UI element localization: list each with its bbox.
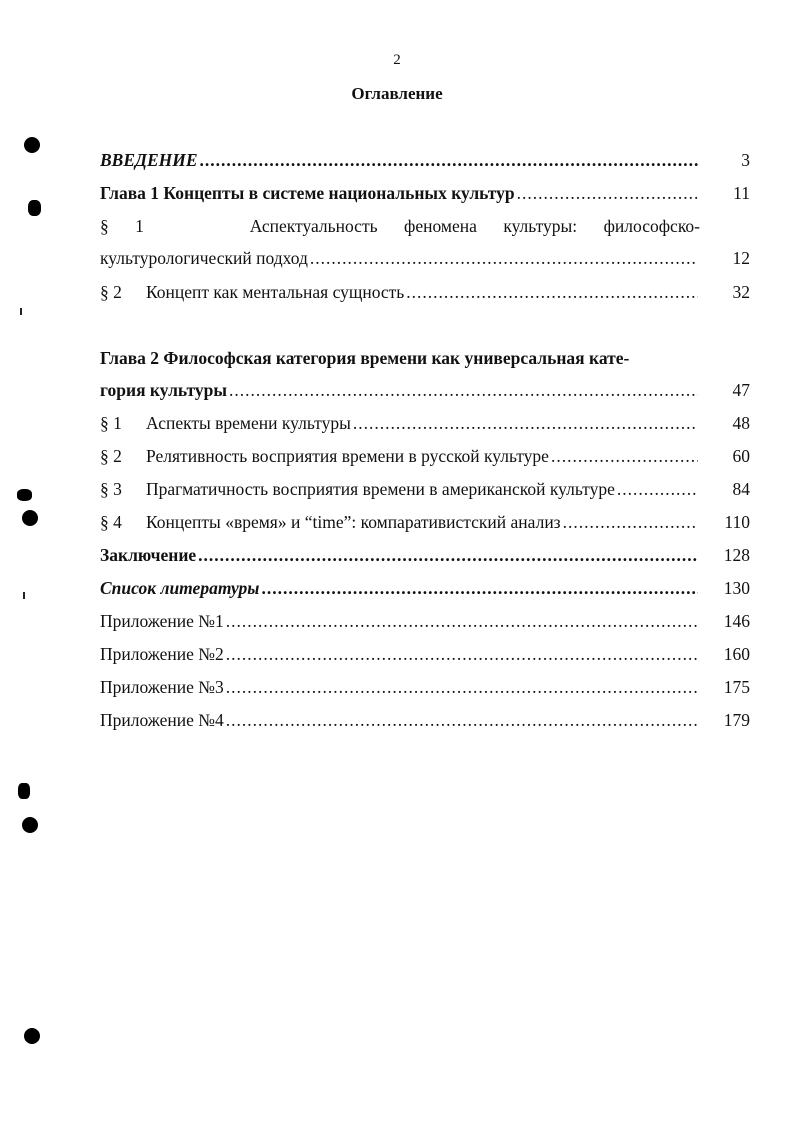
toc-entry-ch1-s1-line1[interactable] <box>100 210 700 242</box>
toc-entry-chapter-1[interactable] <box>100 177 750 209</box>
scan-speck <box>18 783 30 799</box>
toc-entry-label: Приложение №2 <box>100 644 224 664</box>
toc-entry-page: 179 <box>723 710 750 730</box>
toc-section-number: § 2 <box>100 282 122 302</box>
scan-speck <box>28 200 41 216</box>
toc-entry-page: 48 <box>732 413 750 433</box>
toc-entry-label: Релятивность восприятия времени в русской культуре <box>146 446 549 466</box>
punch-hole <box>24 1028 40 1044</box>
toc-entry-intro[interactable] <box>100 144 750 176</box>
toc-entry-ch1-s1[interactable] <box>100 242 750 274</box>
toc-entry-page: 130 <box>723 578 750 598</box>
toc-entry-label: Концепты «время» и “time”: компаративистский анализ <box>146 512 561 532</box>
toc-entry-page: 175 <box>723 677 750 697</box>
toc-entry-label-continued: гория культуры <box>100 380 227 400</box>
toc-section-number: § 2 <box>100 446 122 466</box>
toc-entry-page: 146 <box>723 611 750 631</box>
toc-entry-page: 128 <box>723 545 750 565</box>
scan-speck <box>20 308 22 315</box>
toc-entry-page: 12 <box>732 248 750 268</box>
toc-entry-chapter-2-line1[interactable] <box>100 342 700 374</box>
toc-entry-ch2-s1[interactable] <box>100 407 750 439</box>
toc-entry-label: ВВЕДЕНИЕ <box>100 150 198 170</box>
toc-section-number: § 4 <box>100 512 122 532</box>
toc-section-number: § 1 <box>100 216 144 236</box>
toc-entry-label-continued: культурологический подход <box>100 248 308 268</box>
toc-entry-page: 11 <box>733 183 750 203</box>
scan-speck <box>17 489 32 501</box>
toc-entry-label: Аспекты времени культуры <box>146 413 351 433</box>
punch-hole <box>22 817 38 833</box>
punch-hole <box>24 137 40 153</box>
toc-entry-label: Заключение <box>100 545 197 565</box>
toc-entry-page: 3 <box>741 150 750 170</box>
toc-entry-label: Приложение №3 <box>100 677 224 697</box>
toc-entry-label: Список литературы <box>100 578 260 598</box>
toc-entry-page: 160 <box>723 644 750 664</box>
toc-entry-ch2-s2[interactable] <box>100 440 750 472</box>
toc-entry-page: 84 <box>732 479 750 499</box>
toc-entry-conclusion[interactable] <box>100 539 750 571</box>
toc-section-number: § 3 <box>100 479 122 499</box>
toc-entry-label: Концепт как ментальная сущность <box>146 282 405 302</box>
toc-entry-page: 47 <box>732 380 750 400</box>
toc-entry-page: 32 <box>732 282 750 302</box>
toc-entry-bibliography[interactable] <box>100 572 750 604</box>
page-number: 2 <box>393 52 401 68</box>
toc-entry-page: 110 <box>724 512 750 532</box>
toc-entry-label: Глава 1 Концепты в системе национальных культур <box>100 183 515 203</box>
toc-title: Оглавление <box>351 84 443 103</box>
toc-entry-label: Аспектуальность феномена культуры: философско- <box>249 216 701 236</box>
toc-entry-page: 60 <box>732 446 750 466</box>
toc-entry-label: Приложение №4 <box>100 710 224 730</box>
scan-speck <box>23 592 25 599</box>
toc-entry-appendix-2[interactable] <box>100 638 750 670</box>
toc-entry-chapter-2[interactable] <box>100 374 750 406</box>
toc-entry-ch1-s2[interactable] <box>100 276 750 308</box>
toc-entry-appendix-1[interactable] <box>100 605 750 637</box>
punch-hole <box>22 510 38 526</box>
toc-section-number: § 1 <box>100 413 122 433</box>
toc-entry-ch2-s4[interactable] <box>100 506 750 538</box>
toc-entry-appendix-3[interactable] <box>100 671 750 703</box>
toc-entry-label: Приложение №1 <box>100 611 224 631</box>
toc-entry-label: Глава 2 Философская категория времени как универсальная кате- <box>100 348 630 368</box>
toc-entry-appendix-4[interactable] <box>100 704 750 736</box>
toc-entry-label: Прагматичность восприятия времени в американской культуре <box>146 479 615 499</box>
toc-entry-ch2-s3[interactable] <box>100 473 750 505</box>
